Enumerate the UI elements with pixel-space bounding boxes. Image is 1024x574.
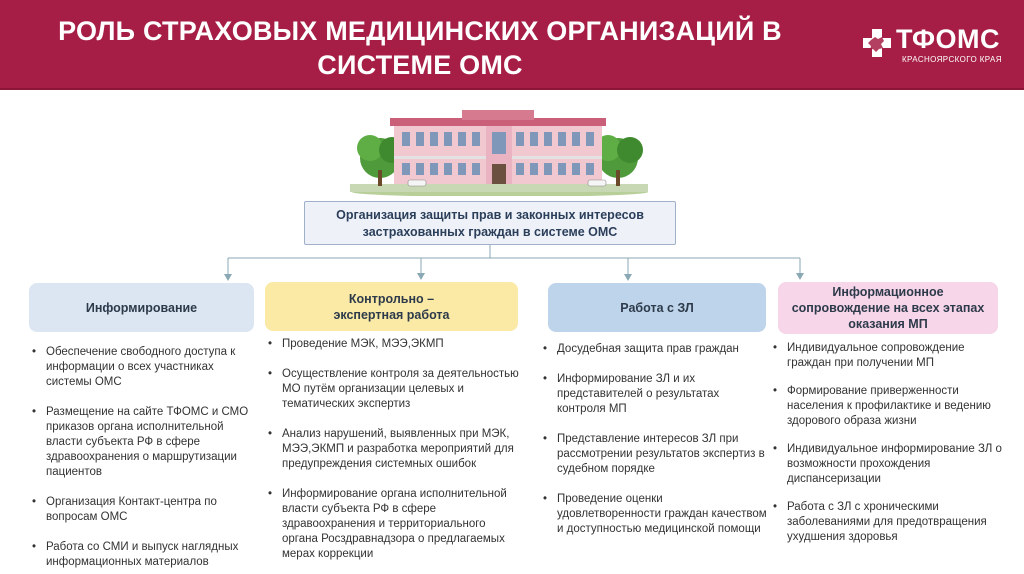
main-goal-line-2: застрахованных граждан в системе ОМС (362, 225, 618, 239)
column-header-informing (29, 283, 254, 332)
list-item: • Работа со СМИ и выпуск наглядных информационных материалов (32, 540, 257, 570)
list-item: • Представление интересов ЗЛ при рассмотрении результатов экспертиз в судебном порядке (543, 432, 768, 477)
column-header-line: сопровождение на всех этапах (791, 301, 985, 315)
header-banner (0, 0, 1024, 90)
informing-list (32, 345, 257, 574)
column-header-line: Информационное (832, 285, 944, 299)
list-item: • Организация Контакт-центра по вопросам ОМС (32, 495, 257, 525)
list-item: • Проведение МЭК, МЭЭ,ЭКМП (268, 337, 523, 352)
list-item: • Индивидуальное сопровождение граждан при получении МП (773, 341, 1005, 371)
control-list (268, 337, 523, 574)
list-item: • Формирование приверженности населения к профилактике и ведению здорового образа жизни (773, 384, 1005, 429)
page-title (40, 14, 800, 82)
list-item: • Информирование органа исполнительной власти субъекта РФ в сфере здравоохранения и территориального органа Росздравнадзора о предлагаемых мерах коррекции (268, 487, 523, 562)
list-item: • Осуществление контроля за деятельностью МО путём организации целевых и тематических экспертиз (268, 367, 523, 412)
column-header-insured-work (548, 283, 766, 332)
list-item: • Анализ нарушений, выявленных при МЭК, МЭЭ,ЭКМП и разработка мероприятий для предупреждения системных ошибок (268, 427, 523, 472)
main-goal-box (304, 201, 676, 245)
info-support-list (773, 341, 1005, 558)
column-header-line: Контрольно – (348, 291, 435, 306)
tfoms-logo (862, 26, 1012, 68)
insured-work-list (543, 342, 768, 552)
list-item: • Досудебная защита прав граждан (543, 342, 768, 357)
building-illustration (350, 100, 648, 196)
list-item: • Работа с ЗЛ с хроническими заболеваниями для предотвращения ухудшения здоровья (773, 500, 1005, 545)
column-header-line: оказания МП (848, 317, 928, 331)
column-header-info-support (778, 282, 998, 334)
column-header-line: Информирование (85, 300, 198, 315)
list-item: • Размещение на сайте ТФОМС и СМО приказов органа исполнительной власти субъекта РФ в сфере здравоохранения о маршрутизации пациентов (32, 405, 257, 480)
main-goal-line-1: Организация защиты прав и законных интересов (336, 208, 644, 222)
list-item: • Обеспечение свободного доступа к информации о всех участниках системы ОМС (32, 345, 257, 390)
logo-name: ТФОМС (896, 24, 1001, 54)
list-item: • Индивидуальное информирование ЗЛ о возможности прохождения диспансеризации (773, 442, 1005, 487)
title-line-1: РОЛЬ СТРАХОВЫХ МЕДИЦИНСКИХ ОРГАНИЗАЦИЙ В (58, 16, 782, 46)
list-item: • Проведение оценки удовлетворенности граждан качеством и доступностью медицинской помощи (543, 492, 768, 537)
column-header-line: Работа с ЗЛ (620, 300, 694, 315)
list-item: • Информирование ЗЛ и их представителей о результатах контроля МП (543, 372, 768, 417)
cross-logo-icon (862, 28, 892, 58)
column-header-control (265, 282, 518, 331)
column-header-line: экспертная работа (333, 307, 450, 322)
title-line-2: СИСТЕМЕ ОМС (317, 50, 523, 80)
logo-subtitle: КРАСНОЯРСКОГО КРАЯ (902, 55, 1002, 64)
